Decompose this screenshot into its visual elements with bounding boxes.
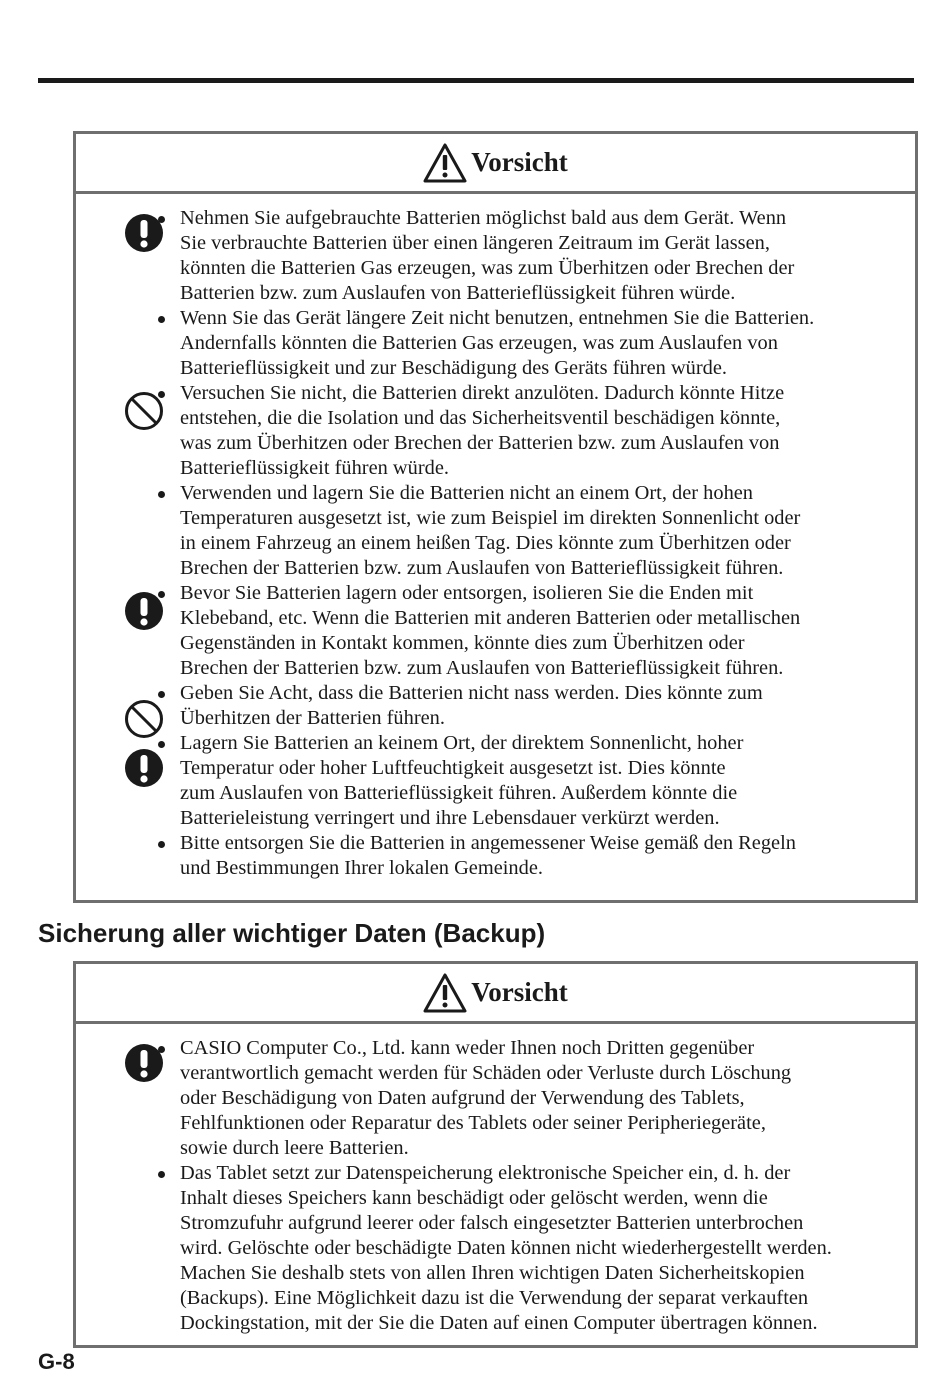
text-line: Fehlfunktionen oder Reparatur des Tablets oder seiner Peripheriegeräte, xyxy=(180,1112,766,1134)
caution-box-batteries xyxy=(73,131,918,903)
bullet-icon xyxy=(158,741,165,748)
caution-box-backup xyxy=(73,961,918,1348)
text-line: Andernfalls könnten die Batterien Gas erzeugen, was zum Auslaufen von xyxy=(180,332,778,354)
text-line: Bevor Sie Batterien lagern oder entsorgen, isolieren Sie die Enden mit xyxy=(180,582,754,604)
bullet-icon xyxy=(158,1046,165,1053)
text-line: Verwenden und lagern Sie die Batterien nicht an einem Ort, der hohen xyxy=(180,482,754,504)
list-item xyxy=(180,1036,910,1161)
prohibited-icon xyxy=(124,391,164,431)
caution-title: Vorsicht xyxy=(471,147,568,177)
text-line: zum Auslaufen von Batterieflüssigkeit führen. Außerdem könnte die xyxy=(180,782,738,804)
text-line: Batterieflüssigkeit führen würde. xyxy=(180,457,449,479)
list-item xyxy=(180,206,910,306)
text-line: Das Tablet setzt zur Datenspeicherung elektronische Speicher ein, d. h. der xyxy=(180,1162,791,1184)
text-line: Temperaturen ausgesetzt ist, wie zum Beispiel im direkten Sonnenlicht oder xyxy=(180,507,801,529)
warning-triangle-icon xyxy=(423,143,467,183)
text-line: Stromzufuhr aufgrund leerer oder falsch eingesetzter Batterien unterbrochen xyxy=(180,1212,804,1234)
text-line: in einem Fahrzeug an einem heißen Tag. Dies könnte zum Überhitzen oder xyxy=(180,532,791,554)
text-line: Brechen der Batterien bzw. zum Auslaufen von Batterieflüssigkeit führen. xyxy=(180,557,784,579)
text-line: Batterien bzw. zum Auslaufen von Batterieflüssigkeit führen würde. xyxy=(180,282,736,304)
bullet-icon xyxy=(158,841,165,848)
list-item xyxy=(180,581,910,681)
list-item xyxy=(180,681,910,731)
list-item xyxy=(180,831,910,881)
mandatory-exclamation-icon xyxy=(124,591,164,631)
text-line: oder Beschädigung von Daten aufgrund der Verwendung des Tablets, xyxy=(180,1087,745,1109)
text-line: Sie verbrauchte Batterien über einen längeren Zeitraum im Gerät lassen, xyxy=(180,232,770,254)
top-rule xyxy=(38,78,914,83)
text-line: Machen Sie deshalb stets von allen Ihren wichtigen Daten Sicherheitskopien xyxy=(180,1262,805,1284)
text-line: entstehen, die die Isolation und das Sicherheitsventil beschädigen könnte, xyxy=(180,407,781,429)
text-line: was zum Überhitzen oder Brechen der Batterien bzw. zum Auslaufen von xyxy=(180,432,780,454)
list-item xyxy=(180,1161,910,1336)
text-line: Batterieflüssigkeit und zur Beschädigung des Geräts führen würde. xyxy=(180,357,727,379)
text-line: Gegenständen in Kontakt kommen, könnte dies zum Überhitzen oder xyxy=(180,632,745,654)
list-item xyxy=(180,381,910,481)
bullet-icon xyxy=(158,316,165,323)
caution-header xyxy=(76,964,915,1024)
prohibited-icon xyxy=(124,699,164,739)
text-line: Brechen der Batterien bzw. zum Auslaufen von Batterieflüssigkeit führen. xyxy=(180,657,784,679)
bullet-icon xyxy=(158,491,165,498)
text-line: Geben Sie Acht, dass die Batterien nicht nass werden. Dies könnte zum xyxy=(180,682,763,704)
text-line: sowie durch leere Batterien. xyxy=(180,1137,409,1159)
text-line: Klebeband, etc. Wenn die Batterien mit anderen Batterien oder metallischen xyxy=(180,607,801,629)
bullet-icon xyxy=(158,1171,165,1178)
bullet-icon xyxy=(158,691,165,698)
bullet-icon xyxy=(158,591,165,598)
warning-triangle-icon xyxy=(423,973,467,1013)
text-line: Inhalt dieses Speichers kann beschädigt oder gelöscht werden, wenn die xyxy=(180,1187,768,1209)
text-line: könnten die Batterien Gas erzeugen, was zum Überhitzen oder Brechen der xyxy=(180,257,795,279)
text-line: (Backups). Eine Möglichkeit dazu ist die Verwendung der separat verkauften xyxy=(180,1287,809,1309)
list-item xyxy=(180,306,910,381)
text-line: Temperatur oder hoher Luftfeuchtigkeit ausgesetzt ist. Dies könnte xyxy=(180,757,726,779)
text-line: Bitte entsorgen Sie die Batterien in angemessener Weise gemäß den Regeln xyxy=(180,832,796,854)
page-number: G-8 xyxy=(38,1349,75,1374)
text-line: und Bestimmungen Ihrer lokalen Gemeinde. xyxy=(180,857,543,879)
caution-header xyxy=(76,134,915,194)
mandatory-exclamation-icon xyxy=(124,748,164,788)
text-line: Versuchen Sie nicht, die Batterien direkt anzulöten. Dadurch könnte Hitze xyxy=(180,382,785,404)
bullet-icon xyxy=(158,391,165,398)
text-line: Nehmen Sie aufgebrauchte Batterien möglichst bald aus dem Gerät. Wenn xyxy=(180,207,787,229)
section-heading: Sicherung aller wichtiger Daten (Backup) xyxy=(38,918,546,948)
list-item xyxy=(180,481,910,581)
text-line: Dockingstation, mit der Sie die Daten auf einen Computer übertragen können. xyxy=(180,1312,818,1334)
bullet-icon xyxy=(158,216,165,223)
text-line: verantwortlich gemacht werden für Schäden oder Verluste durch Löschung xyxy=(180,1062,792,1084)
text-line: Lagern Sie Batterien an keinem Ort, der direktem Sonnenlicht, hoher xyxy=(180,732,744,754)
text-line: Batterieleistung verringert und ihre Lebensdauer verkürzt werden. xyxy=(180,807,720,829)
caution-list xyxy=(180,206,910,881)
caution-title: Vorsicht xyxy=(471,977,568,1007)
text-line: Wenn Sie das Gerät längere Zeit nicht benutzen, entnehmen Sie die Batterien. xyxy=(180,307,815,329)
text-line: CASIO Computer Co., Ltd. kann weder Ihnen noch Dritten gegenüber xyxy=(180,1037,755,1059)
caution-list xyxy=(180,1036,910,1336)
text-line: wird. Gelöschte oder beschädigte Daten können nicht wiederhergestellt werden. xyxy=(180,1237,832,1259)
list-item xyxy=(180,731,910,831)
text-line: Überhitzen der Batterien führen. xyxy=(180,707,445,729)
